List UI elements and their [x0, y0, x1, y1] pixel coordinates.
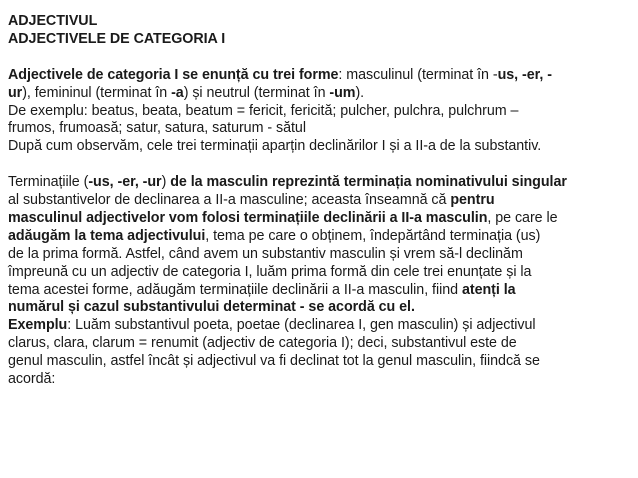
text-run: ), femininul (terminat în — [22, 84, 172, 101]
text-run: -um — [329, 84, 356, 101]
spacer — [8, 49, 632, 67]
text-run: -a — [171, 84, 184, 101]
para2-line-12: acordă: — [8, 371, 56, 388]
text-run: ) — [161, 174, 171, 191]
text-run: tema acestei forme, adăugăm terminațiile declinării a II-a masculin, fiind — [8, 281, 462, 298]
para1-line-5: După cum observăm, cele trei terminații aparțin declinărilor I și a II-a de la substantiv. — [8, 138, 542, 155]
text-run: , pe care le — [487, 209, 558, 226]
para2-line-11: genul masculin, astfel încât și adjectivul va fi declinat tot la genul masculin, fiindcă se — [8, 353, 540, 370]
heading-category-1: ADJECTIVELE DE CATEGORIA I — [8, 30, 226, 47]
text-run: ) și neutrul (terminat în — [183, 84, 330, 101]
text-run: pentru — [450, 192, 495, 209]
text-run: Adjectivele de categoria I se enunță cu trei forme — [8, 66, 339, 83]
para2-line-6: împreună cu un adjectiv de categoria I, luăm prima formă din cele trei enunțate și la — [8, 263, 532, 280]
para2-line-9 — [8, 317, 632, 335]
document-page — [8, 13, 632, 389]
para2-line-8 — [8, 299, 632, 317]
para2-line-10: clarus, clara, clarum = renumit (adjectiv de categoria I); deci, substantivul este de — [8, 335, 517, 352]
text-run: Terminațiile ( — [8, 174, 89, 191]
para1-line-2 — [8, 85, 632, 103]
text-run: numărul și cazul substantivului determinat - se acordă cu el. — [8, 299, 415, 316]
para2-line-1 — [8, 174, 632, 192]
para2-line-3 — [8, 210, 632, 228]
para1-line-1 — [8, 67, 632, 85]
spacer — [8, 156, 632, 174]
para2-line-5: de la prima formă. Astfel, când avem un substantiv masculin și vrem să-l declinăm — [8, 245, 523, 262]
text-run: Exemplu — [8, 317, 68, 334]
text-run: , tema pe care o obținem, îndepărtând terminația (us) — [205, 227, 541, 244]
text-run: ur — [8, 84, 23, 101]
text-run: ). — [355, 84, 365, 101]
text-run: atenți la — [461, 281, 516, 298]
text-run: -us, -er, -ur — [88, 174, 162, 191]
text-run: al substantivelor de declinarea a II-a masculine; aceasta înseamnă că — [8, 192, 451, 209]
text-run: de la masculin reprezintă terminația nominativului singular — [170, 174, 567, 191]
text-run: : masculinul (terminat în - — [338, 66, 498, 83]
para1-line-4: frumos, frumoasă; satur, satura, saturum - sătul — [8, 120, 306, 137]
para2-line-4 — [8, 228, 632, 246]
para2-line-7 — [8, 282, 632, 300]
para2-line-2 — [8, 192, 632, 210]
text-run: us, -er, - — [497, 66, 552, 83]
text-run: adăugăm la tema adjectivului — [8, 227, 206, 244]
para1-line-3: De exemplu: beatus, beata, beatum = fericit, fericită; pulcher, pulchra, pulchrum – — [8, 102, 519, 119]
heading-adjectivul: ADJECTIVUL — [8, 13, 98, 29]
text-run: masculinul adjectivelor vom folosi terminațiile declinării a II-a masculin — [8, 209, 488, 226]
text-run: : Luăm substantivul poeta, poetae (declinarea I, gen masculin) și adjectivul — [67, 317, 536, 334]
